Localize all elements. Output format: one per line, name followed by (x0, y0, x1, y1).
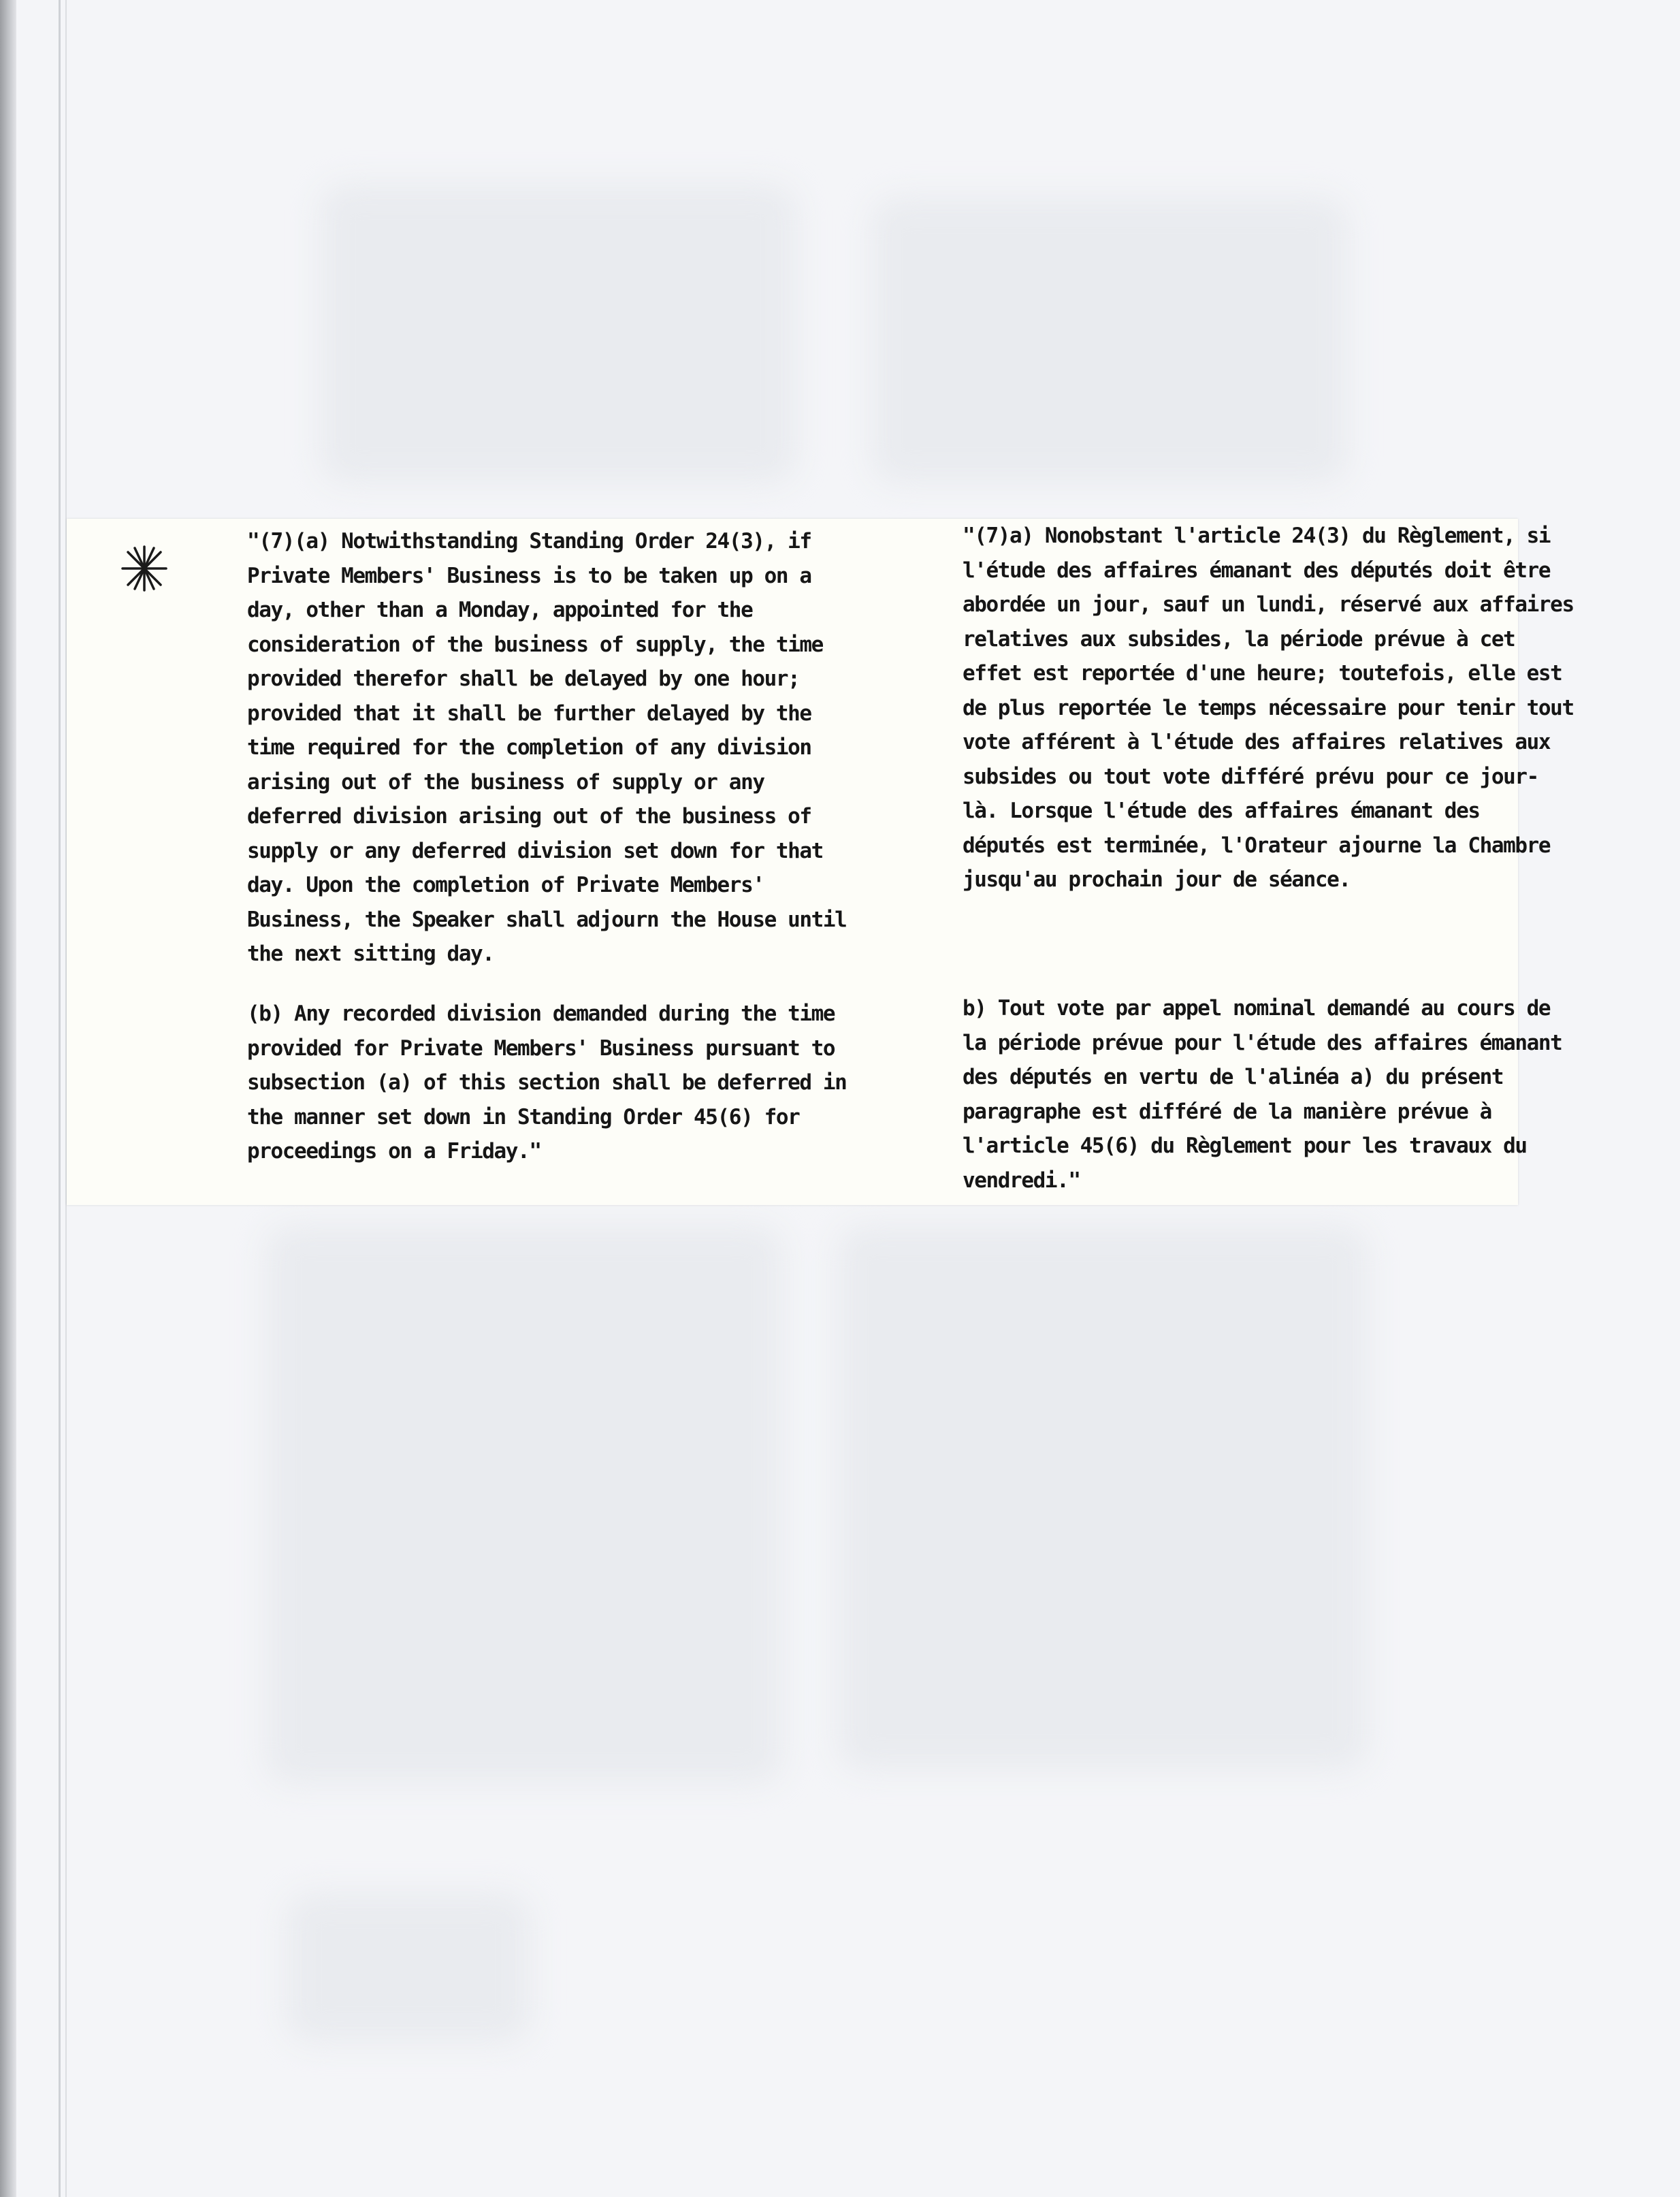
text-line: députés est terminée, l'Orateur ajourne la Chambre (963, 833, 1551, 858)
text-line: provided for Private Members' Business pursuant to (247, 1036, 835, 1061)
text-line: paragraphe est différé de la manière prévue à (963, 1099, 1491, 1124)
page-margin-line (59, 0, 61, 2197)
asterisk-icon (117, 541, 172, 596)
text-line: Private Members' Business is to be taken up on a (247, 563, 811, 588)
text-line: deferred division arising out of the business of (247, 804, 811, 829)
english-paragraph-b (247, 997, 846, 1169)
show-through-block (320, 184, 796, 483)
text-line: arising out of the business of supply or any (247, 769, 764, 795)
french-paragraph-a (963, 519, 1574, 897)
english-paragraph-a (247, 524, 846, 972)
text-line: la période prévue pour l'étude des affaires émanant (963, 1030, 1562, 1055)
text-line: "(7)a) Nonobstant l'article 24(3) du Règlement, si (963, 524, 1551, 548)
text-line: the manner set down in Standing Order 45(6) for (247, 1104, 800, 1129)
text-line: consideration of the business of supply, the time (247, 632, 823, 657)
text-line: day, other than a Monday, appointed for the (247, 598, 753, 622)
show-through-block (286, 1893, 531, 2042)
text-line: proceedings on a Friday." (247, 1139, 541, 1164)
text-line: day. Upon the completion of Private Members' (247, 873, 764, 897)
text-line: time required for the completion of any division (247, 735, 811, 760)
text-line: b) Tout vote par appel nominal demandé au cours de (963, 996, 1551, 1021)
text-line: l'étude des affaires émanant des députés doit être (963, 558, 1551, 583)
text-line: l'article 45(6) du Règlement pour les travaux du (963, 1134, 1527, 1158)
text-line: effet est reportée d'une heure; toutefois, elle est (963, 661, 1562, 686)
show-through-block (871, 197, 1348, 483)
text-line: subsides ou tout vote différé prévu pour ce jour- (963, 764, 1538, 789)
text-line: the next sitting day. (247, 942, 494, 966)
text-line: subsection (a) of this section shall be deferred in (247, 1070, 847, 1095)
french-paragraph-b (963, 991, 1562, 1198)
text-line: relatives aux subsides, la période prévue à cet (963, 626, 1515, 652)
text-line: provided that it shall be further delayed by the (247, 701, 811, 726)
text-line: abordée un jour, sauf un lundi, réservé aux affaires (963, 592, 1574, 617)
text-line: Business, the Speaker shall adjourn the House until (247, 907, 847, 932)
text-line: supply or any deferred division set down for that (247, 838, 823, 863)
show-through-block (265, 1225, 783, 1784)
text-line: là. Lorsque l'étude des affaires émanant des (963, 799, 1480, 823)
page-binding-shadow (0, 0, 16, 2197)
text-line: vote afférent à l'étude des affaires relatives aux (963, 730, 1551, 754)
text-line: des députés en vertu de l'alinéa a) du présent (963, 1065, 1504, 1089)
text-line: (b) Any recorded division demanded during the time (247, 1001, 835, 1026)
text-line: provided therefor shall be delayed by one hour; (247, 667, 800, 691)
text-line: vendredi." (963, 1168, 1080, 1193)
text-line: de plus reportée le temps nécessaire pour tenir tout (963, 695, 1574, 720)
text-line: "(7)(a) Notwithstanding Standing Order 24(3), if (247, 529, 811, 554)
show-through-block (837, 1225, 1368, 1770)
text-line: jusqu'au prochain jour de séance. (963, 867, 1351, 892)
